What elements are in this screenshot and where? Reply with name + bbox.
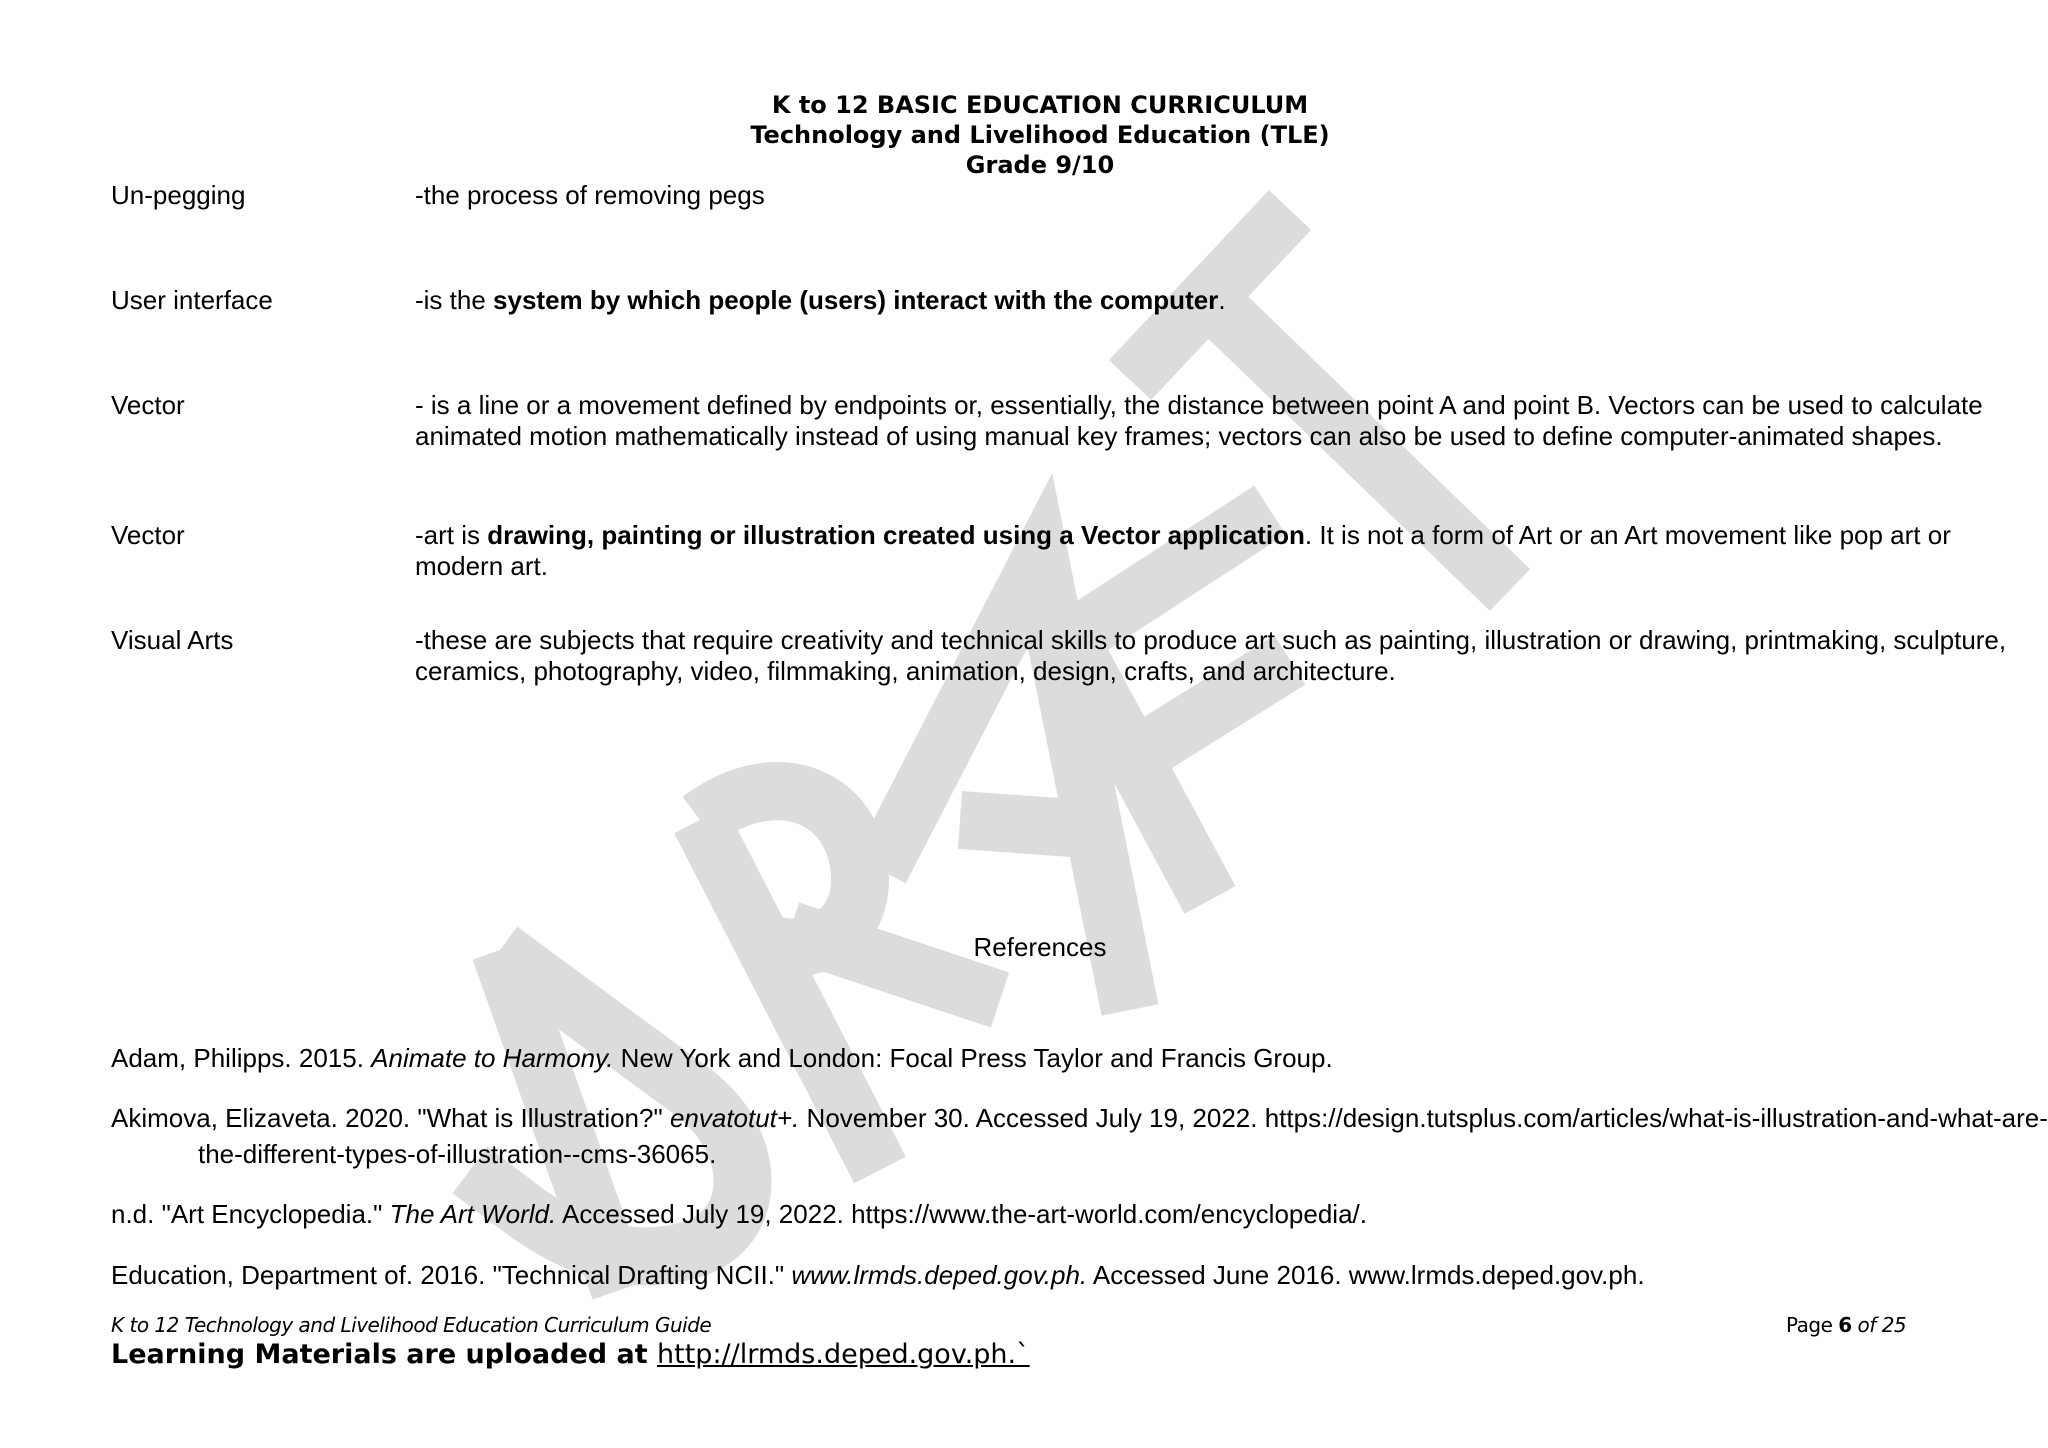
learning-materials-note: Learning Materials are uploaded at http://lrmds.deped.gov.ph.`	[111, 1339, 1030, 1370]
glossary-definition: -art is drawing, painting or illustration created using a Vector application. It is not a form of Art or an Art movement like pop art or modern art.	[415, 520, 1951, 581]
glossary-definition: -the process of removing pegs	[415, 180, 765, 210]
grade-title: Grade 9/10	[965, 151, 1115, 179]
reference-entry: Education, Department of. 2016. "Technical Drafting NCII." www.lrmds.deped.gov.ph. Accessed June 2016. www.lrmds.deped.gov.ph.	[111, 1260, 1645, 1290]
reference-entry: Akimova, Elizaveta. 2020. "What is Illustration?" envatotut+. November 30. Accessed July 19, 2022. https://design.tutsplus.com/articles/what-is-illustration-and-what-are-the-different-types-of-illustration--cms-36065.	[111, 1103, 2048, 1169]
page-number: 6	[1838, 1313, 1852, 1337]
glossary-term: Vector	[111, 520, 185, 550]
reference-entry: n.d. "Art Encyclopedia." The Art World. Accessed July 19, 2022. https://www.the-art-world.com/encyclopedia/.	[111, 1199, 1367, 1229]
reference-entry: Adam, Philipps. 2015. Animate to Harmony. New York and London: Focal Press Taylor and Francis Group.	[111, 1043, 1333, 1073]
glossary-definition: -is the system by which people (users) interact with the computer.	[415, 285, 1226, 315]
footer-guide-title: K to 12 Technology and Livelihood Education Curriculum Guide	[111, 1313, 712, 1337]
page-indicator: Page 6 of 25	[1786, 1313, 1907, 1337]
glossary-definition: - is a line or a movement defined by endpoints or, essentially, the distance between point A and point B. Vectors can be used to calculate animated motion mathematically instead of using manual key frames; vectors can also be used to define computer-animated shapes.	[415, 390, 1983, 451]
glossary-term: Vector	[111, 390, 185, 420]
glossary-definition: -these are subjects that require creativity and technical skills to produce art such as painting, illustration or drawing, printmaking, sculpture, ceramics, photography, video, filmmaking, animation, design, crafts, and architecture.	[415, 625, 2007, 686]
glossary-term: Visual Arts	[111, 625, 234, 655]
curriculum-title: K to 12 BASIC EDUCATION CURRICULUM	[771, 91, 1309, 119]
subject-title: Technology and Livelihood Education (TLE)	[750, 121, 1330, 149]
references-heading: References	[973, 932, 1107, 962]
glossary-term: Un-pegging	[111, 180, 246, 210]
glossary-term: User interface	[111, 285, 273, 315]
document-header	[0, 90, 2048, 180]
lrmds-link[interactable]: http://lrmds.deped.gov.ph.`	[657, 1339, 1030, 1370]
